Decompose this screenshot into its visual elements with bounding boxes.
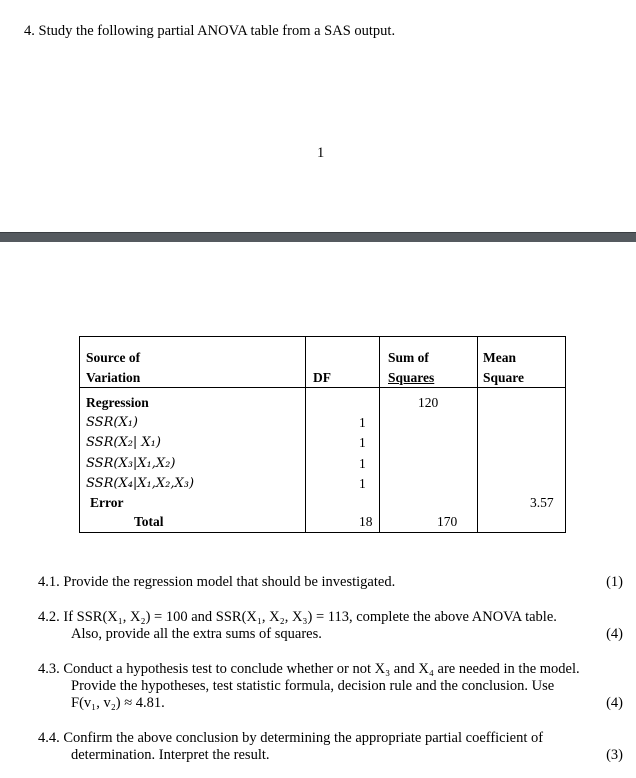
row-ms-error: 3.57: [530, 495, 554, 510]
column-divider: [477, 337, 478, 532]
header-ss-line1: Sum of: [388, 350, 429, 365]
row-source-ssr-x1: SSR(X₁): [86, 415, 138, 430]
row-source-ssr-x3: SSR(X₃|X₁,X₂): [86, 456, 176, 471]
row-df-ssr-x2: 1: [359, 435, 366, 450]
item-text-line1: Provide the regression model that should be investigated.: [63, 574, 396, 590]
column-divider: [305, 337, 306, 532]
row-ss-regression: 120: [418, 395, 439, 410]
item-number: 4.2.: [38, 609, 60, 625]
row-ss-total: 170: [437, 514, 458, 529]
page-separator: [0, 232, 636, 242]
item-text-line2: Also, provide all the extra sums of squares.: [71, 626, 322, 642]
row-source-error: Error: [90, 495, 124, 510]
item-number: 4.1.: [38, 574, 60, 590]
item-number: 4.4.: [38, 730, 60, 746]
question-item: [38, 661, 623, 712]
row-source-regression: Regression: [86, 395, 149, 410]
item-text-line1: If SSR(X₁, X₂) = 100 and SSR(X₁, X₂, X₃) = 113, complete the above ANOVA table.: [63, 609, 557, 625]
row-source-ssr-x4: SSR(X₄|X₁,X₂,X₃): [86, 476, 195, 491]
header-source-line1: Source of: [86, 350, 141, 365]
row-df-total: 18: [359, 514, 373, 529]
question-items: [38, 574, 623, 778]
row-df-ssr-x4: 1: [359, 476, 366, 491]
item-marks: (4): [606, 626, 623, 642]
item-text-line2: Provide the hypotheses, test statistic formula, decision rule and the conclusion. Use: [71, 678, 555, 694]
item-text-line1: Confirm the above conclusion by determining the appropriate partial coefficient of: [63, 730, 544, 746]
header-ss-line2: Squares: [388, 370, 435, 385]
header-df: DF: [313, 370, 331, 385]
item-number: 4.3.: [38, 661, 60, 677]
header-ms-line2: Square: [483, 370, 525, 385]
question-item: [38, 574, 623, 591]
row-source-ssr-x2: SSR(X₂| X₁): [86, 435, 161, 450]
item-text-line1: Conduct a hypothesis test to conclude whether or not X₃ and X₄ are needed in the model.: [63, 661, 580, 677]
header-source-line2: Variation: [86, 370, 141, 385]
item-marks: (4): [606, 695, 623, 711]
anova-table: [79, 336, 566, 533]
item-marks: (1): [606, 574, 623, 590]
header-ms-line1: Mean: [483, 350, 516, 365]
question-item: [38, 609, 623, 643]
row-df-ssr-x3: 1: [359, 456, 366, 471]
question-item: [38, 730, 623, 764]
row-df-ssr-x1: 1: [359, 415, 366, 430]
column-divider: [379, 337, 380, 532]
question-title: 4. Study the following partial ANOVA table from a SAS output.: [24, 23, 396, 39]
item-marks: (3): [606, 747, 623, 763]
page-number: 1: [317, 145, 325, 161]
item-text-line3: F(v₁, v₂) ≈ 4.81.: [71, 695, 165, 711]
row-source-total: Total: [134, 514, 164, 529]
item-text-line2: determination. Interpret the result.: [71, 747, 270, 763]
